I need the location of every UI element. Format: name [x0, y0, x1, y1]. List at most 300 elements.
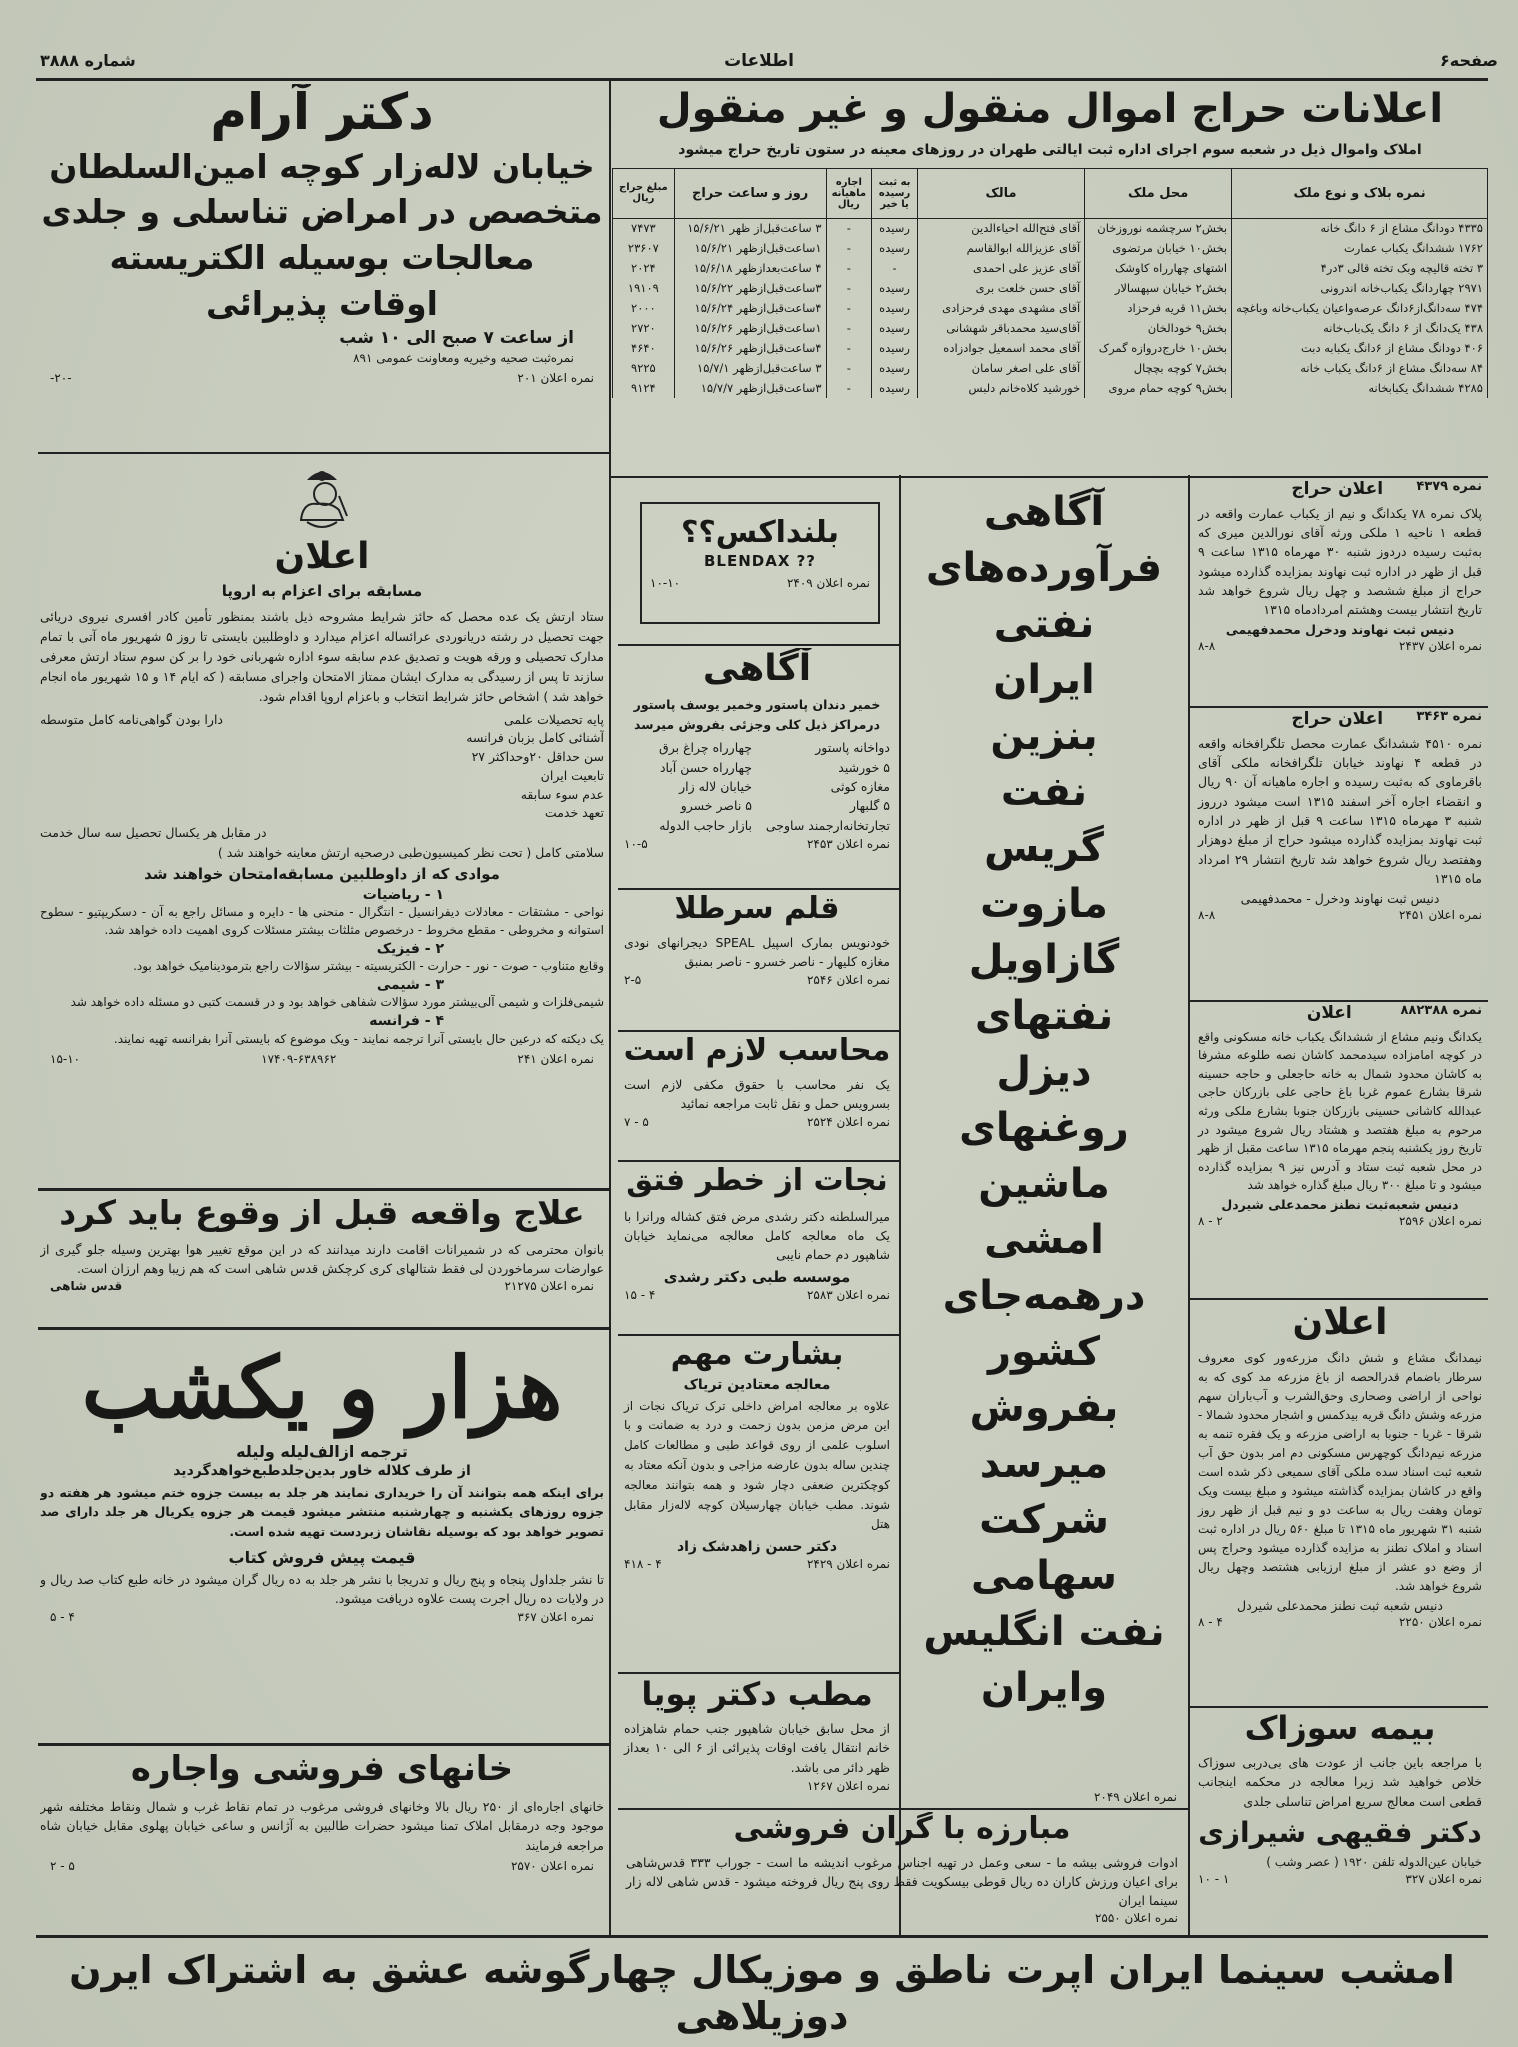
doctor-aram-ad: [40, 84, 604, 452]
blendax-footer: [642, 576, 878, 590]
pen-ref: نمره اعلان ۲۵۴۶: [806, 973, 890, 988]
auction-col-plot: نمره بلاک و نوع ملک: [1232, 168, 1488, 218]
cell-amount: ۲۳۶۰۷: [613, 238, 675, 258]
pasteur-line1: خمیر دندان پاستور وخمیر یوسف پاستور: [633, 697, 881, 713]
pen-title: قلم سرطلا: [674, 892, 840, 926]
hezar-price-title: قیمت پیش فروش کتاب: [228, 1548, 416, 1568]
pen-code: ۲-۵: [624, 973, 642, 988]
cell-owner: آقای‌سید محمدباقر شهشانی: [917, 318, 1084, 338]
spacer: [1198, 480, 1258, 500]
list-item: پایه تحصیلات علمی: [503, 711, 604, 727]
cell-registered: رسیده: [872, 378, 918, 398]
hezar-yek-shab-ad: [40, 1334, 604, 1738]
petroleum-ad: [903, 480, 1185, 1808]
cell-plot: ۴۳۸ یک‌دانگ از ۶ دانگ یک‌باب‌خانه: [1232, 318, 1488, 338]
cell-location: اشتهای چهارراه کاوشک: [1085, 258, 1232, 278]
haraj1-title: اعلان حراج: [1291, 480, 1384, 499]
army-section-text: شیمی‌فلزات و شیمی آلی‌بیشتر مورد سؤالات شفاهی خواهد بود و در قسمت کتبی دو مسئله داده خواهد شد: [70, 995, 604, 1010]
qods-brand: قدس شاهی: [50, 1278, 123, 1293]
petroleum-line: بفروش: [969, 1385, 1119, 1431]
rule-after-haraj3: [1190, 1298, 1488, 1300]
petroleum-line: فرآورده‌های: [925, 545, 1163, 591]
hezar-footer: [40, 1610, 604, 1624]
accountant-footer: [618, 1115, 896, 1129]
petroleum-line: نفتهای: [974, 993, 1114, 1039]
petroleum-line: روغنهای: [959, 1105, 1129, 1151]
blendax-ref: نمره اعلان ۲۴۰۹: [786, 575, 870, 590]
table-row: [613, 318, 1488, 338]
accountant-code: ۷ - ۵: [624, 1115, 649, 1130]
cell-plot: ۲۹۷۱ چهاردانگ یکباب‌خانه اندرونی: [1232, 278, 1488, 298]
blendax-latin: BLENDAX ??: [703, 551, 817, 570]
qods-title: علاج واقعه قبل از وقوع باید کرد: [59, 1194, 585, 1232]
doctor-aram-address: خیابان لاله‌زار کوچه امین‌السلطان: [49, 146, 595, 186]
petroleum-line: ایران: [993, 657, 1095, 703]
cell-date: ۴ساعت‌قبل‌ازظهر ۱۵/۶/۲۴: [674, 298, 826, 318]
cell-rent: -: [826, 218, 872, 238]
list-item: عدم سوء سابقه: [520, 786, 604, 802]
cell-rent: -: [826, 318, 872, 338]
cell-amount: ۲۷۲۰: [613, 318, 675, 338]
list-item: دارا بودن گواهی‌نامه کامل متوسطه: [40, 711, 223, 727]
pouya-body: از محل سابق خیابان شاهپور جنب حمام شاهزاده خانم انتقال یافت اوقات پذیرائی از ۶ الی ۱۰ بعداز ظهر دائر می باشد.: [624, 1720, 890, 1775]
hezar-ref: نمره اعلان ۳۶۷: [517, 1610, 594, 1625]
army-notice-body: ستاد ارتش یک عده محصل که حائز شرایط مشروحه ذیل باشند بمنظور تأمین کادر افسری نیروی دریائی جهت تحصیل در رشته دریانوردی عرائساله اعزام میدارد و داوطلبین بایستی تا روز ۵ شهریور ماه آتی با تمام مدارک تحصیلی و ورقه هویت و تصدیق عدم سابقه سوء اداره شهربانی خود را بر کن سوم ستاد ارتش معرفی سازند تا پس از رسیدگی به مدارک ایشان ممتاز الامتحان واجرای مسابقه ( که ایام ۱۴ و ۱۵ شهریور ماه انجام خواهد شد ) اشخاص حائز شرایط انتخاب و باعزام اروپا اقدام شود.: [40, 608, 604, 704]
hezar-subtitle: ترجمه ازالف‌لیله ولیله: [236, 1441, 408, 1461]
petroleum-line: آگاهی: [983, 489, 1105, 535]
haraj2-ref: نمره اعلان ۲۴۵۱: [1398, 907, 1482, 922]
pasteur-title: آگاهی: [702, 648, 812, 689]
cell-location: بخش۱۰ خارج‌دروازه گمرک: [1085, 338, 1232, 358]
petroleum-line: درهمه‌جای: [942, 1273, 1146, 1319]
besharat-doctor: دکتر حسن زاهدشک زاد: [676, 1539, 838, 1556]
list-item: سن حداقل ۲۰وحداکثر ۲۷: [471, 749, 604, 765]
hernia-footer: [618, 1288, 896, 1302]
ealan-title: اعلان: [1292, 1302, 1388, 1343]
hezar-title: هزار و یکشب: [81, 1338, 563, 1437]
table-row: [613, 338, 1488, 358]
table-row: [613, 258, 1488, 278]
cell-amount: ۱۹۱۰۹: [613, 278, 675, 298]
hernia-code: ۱۵ - ۴: [624, 1287, 656, 1302]
auction-col-owner: مالک: [917, 168, 1084, 218]
cell-registered: رسیده: [872, 358, 918, 378]
cell-location: بخش۱۰ خیابان مرتضوی: [1085, 238, 1232, 258]
cell-date: ۱ساعت‌قبل‌ازظهر ۱۵/۶/۲۶: [674, 318, 826, 338]
hezar-code: ۵ - ۴: [50, 1610, 75, 1625]
cell-location: بخش۲ خیابان سپهسالار: [1085, 278, 1232, 298]
cell-date: ۱ساعت‌قبل‌ازظهر ۱۵/۶/۲۱: [674, 238, 826, 258]
campaign-body: ادوات فروشی بیشه ما - سعی وعمل در تهیه اجناس مرغوب اندیشه ما است - جوراب ۳۳۳ قدس‌شاهی برای اعیان ورزش کاران ده ریال قوطی بیسکویت فقط روی پنج ریال فروخته میشود - قدس شاهی لاله زار سینما ایران: [626, 1854, 1178, 1909]
insurance-body: با مراجعه باین جانب از عودت های بی‌دربی سوزاک خلاص خواهید شد زیرا معالجه در محکمه اینجانب قطعی است معالج سریع امراض تناسلی جلدی: [1198, 1754, 1482, 1809]
besharat-ad: [618, 1338, 896, 1668]
auction-col-rent: اجاره ماهیانه ریال: [826, 168, 872, 218]
army-notice-subtitle: مسابقه برای اعزام به اروپا: [221, 582, 423, 601]
auction-col-amount: مبلغ حراج ریال: [613, 168, 675, 218]
haraj1-footer: [1192, 639, 1488, 653]
petroleum-line: وایران: [980, 1665, 1108, 1711]
cell-location: بخش۹ خودالخان: [1085, 318, 1232, 338]
insurance-ref: نمره اعلان ۳۲۷: [1405, 1871, 1482, 1886]
cell-plot: ۴۳۳۵ دودانگ مشاع از ۶ دانگ خانه: [1232, 218, 1488, 238]
cell-registered: رسیده: [872, 318, 918, 338]
besharat-title: بشارت مهم: [670, 1338, 844, 1372]
pouya-title: مطب دکتر پویا: [641, 1676, 873, 1713]
ealan-footer: [1192, 1615, 1488, 1629]
hezar-price: تا نشر جلداول پنجاه و پنج ریال و تدریجا با نشر هر جلد به ده ریال گران میشود در خانه طبع کتاب صد ریال و در ولایات ده ریال اجرت پست علاوه دریافت میشود.: [40, 1571, 604, 1606]
army-section-head: ۴ - فرانسه: [369, 1013, 444, 1030]
ealan-ref: نمره اعلان ۲۲۵۰: [1398, 1615, 1482, 1630]
cell-date: ۴ ساعت‌بعدازظهر ۱۵/۶/۱۸: [674, 258, 826, 278]
petroleum-line: امشی: [984, 1217, 1104, 1263]
besharat-body: علاوه بر معالجه امراض داخلی ترک تریاک نجات از این مرض مزمن بدون زحمت و درد به ضمانت و با اسلوب علمی از روی قواعد طبی و مطالعات کامل چندین ساله بدون عارضه مزاجی و بدون آنکه معتاد به کوچکترین ضعفی دچار شود و همه بتوانند معالجه شوند. مطب خیابان چهارسیلان کوچه لاله‌زار مقابل هتل: [624, 1398, 890, 1532]
petroleum-line: گازاویل: [968, 937, 1120, 983]
list-item: تابعیت ایران: [540, 767, 604, 783]
haraj2-header: [1192, 710, 1488, 730]
cell-location: بخش۹ کوچه حمام مروی: [1085, 378, 1232, 398]
army-conditions: [40, 711, 604, 824]
haraj3-no: نمره ۸۸۲۳۸۸: [1400, 1004, 1482, 1018]
houses-code: ۲ - ۵: [50, 1859, 75, 1874]
haraj2-sign: دنیس ثبت نهاوند ودخرل - محمدفهیمی: [1240, 890, 1440, 906]
blendax-ad: [640, 502, 880, 624]
haraj3-title: اعلان: [1306, 1004, 1352, 1023]
haraj3-code: ۸ - ۲: [1198, 1214, 1223, 1229]
petroleum-line: ماشین: [978, 1161, 1110, 1207]
rule-after-hernia: [618, 1334, 899, 1336]
cell-plot: ۳ تخته قالیچه وبک تخته قالی ۳در۴: [1232, 258, 1488, 278]
list-item: تعهد خدمت: [544, 805, 604, 821]
rule-after-haraj2: [1190, 1000, 1488, 1002]
doctor-aram-hours: از ساعت ۷ صبح الی ۱۰ شب: [339, 328, 574, 349]
list-item: تجارتخانه‌ارجمند ساوجی: [765, 817, 890, 833]
table-row: [613, 278, 1488, 298]
cell-registered: رسیده: [872, 218, 918, 238]
blendax-title: بلنداکس؟؟: [680, 515, 840, 550]
accountant-ref: نمره اعلان ۲۵۲۴: [806, 1115, 890, 1130]
ealan-code: ۸ - ۴: [1198, 1615, 1223, 1630]
cell-owner: آقای مشهدی مهدی فرحزادی: [917, 298, 1084, 318]
cell-location: بخش۱۱ قریه فرحزاد: [1085, 298, 1232, 318]
cell-plot: ۸۴ سه‌دانگ مشاع از ۶دانگ یکباب خانه: [1232, 358, 1488, 378]
page-number: صفحه۶: [1440, 52, 1498, 70]
houses-ref: نمره اعلان ۲۵۷۰: [510, 1859, 594, 1874]
pouya-footer: [618, 1779, 896, 1793]
accountant-title: محاسب لازم است: [623, 1034, 891, 1068]
accountant-body: یک نفر محاسب با حقوق مکفی لازم است بسرویس حمل و نقل ثابت مراجعه نمائید: [624, 1076, 890, 1111]
table-row: [613, 298, 1488, 318]
masthead-rule: [36, 78, 1488, 81]
petroleum-line: کشور: [987, 1329, 1101, 1375]
pasteur-ad: [618, 648, 896, 883]
hernia-ref: نمره اعلان ۲۵۸۳: [806, 1287, 890, 1302]
army-notice-title: اعلان: [274, 536, 370, 577]
list-item: بازار حاجب الدوله: [659, 817, 752, 833]
petroleum-line: دیزل: [996, 1049, 1092, 1095]
qods-footer: [40, 1279, 604, 1293]
haraj1-sign: دنیس ثبت نهاوند ودخرل محمدفهیمی: [1225, 621, 1455, 637]
list-item: دواخانه پاستور: [815, 740, 890, 756]
auction-col-location: محل ملک: [1085, 168, 1232, 218]
cell-rent: -: [826, 278, 872, 298]
cell-date: ۳ساعت‌قبل‌ازظهر ۱۵/۷/۷: [674, 378, 826, 398]
column-divider-middle: [899, 475, 901, 1935]
doctor-aram-permit: نمره‌ثبت صحیه وخیریه ومعاونت عمومی ۸۹۱: [353, 350, 574, 365]
hernia-sign: موسسه طبی دکتر رشدی: [663, 1267, 851, 1286]
petroleum-line: مازوت: [980, 881, 1108, 927]
auction-notice-1: [1192, 480, 1488, 702]
army-section-text: یک دیکته که درعین حال بایستی آنرا ترجمه نمایند - ویک موضوع که بایستی آنرا بفرانسه تهیه نمایند.: [113, 1031, 604, 1046]
doctor-aram-ref: نمره اعلان ۲۰۱: [517, 371, 594, 386]
cell-amount: ۹۱۲۴: [613, 378, 675, 398]
doctor-aram-title: دکتر آرام: [210, 84, 434, 141]
haraj2-title: اعلان حراج: [1291, 710, 1384, 729]
army-health: سلامتی کامل ( تحت نظر کمیسیون‌طبی درصحیه ارتش معاینه خواهند شد ): [217, 844, 604, 860]
doctor-aram-hours-title: اوقات پذیرائی: [206, 284, 438, 324]
campaign-title: مبارزه با گران فروشی: [733, 1812, 1071, 1846]
rule-after-ealan: [1190, 1706, 1488, 1708]
auction-notice-3: [1192, 1004, 1488, 1294]
campaign-footer: [618, 1911, 1186, 1925]
cinema-banner: امشب سینما ایران اپرت ناطق و موزیکال چهارگوشه عشق به اشتراک ایرن دوزیلاهی: [69, 1948, 1455, 2038]
auction-bottom-rule: [611, 476, 1488, 478]
cell-plot: ۴۷۴ سه‌دانگ‌از۶دانگ عرصه‌واعیان یکباب‌خانه وباغچه: [1232, 298, 1488, 318]
cell-owner: آقای حسن خلعت بری: [917, 278, 1084, 298]
besharat-ref: نمره اعلان ۲۴۲۹: [806, 1557, 890, 1572]
houses-title: خانهای فروشی واجاره: [130, 1750, 514, 1789]
doctor-pouya-ad: [618, 1676, 896, 1804]
insurance-ad: [1192, 1710, 1488, 1930]
petroleum-line: گریس: [984, 825, 1104, 871]
haraj3-ref: نمره اعلان ۲۵۹۶: [1398, 1214, 1482, 1229]
army-section-text: نواحی - مشتقات - معادلات دیفرانسیل - انتگرال - منحنی ها - دایره و مسائل راجع به آن - دسکریپتیو - سطوح استوانه و مخروطی - مقطع مخروط - درخصوص مثلثات بیشتر مسئلات کروی اهمیت داده خواهد شد.: [40, 905, 604, 938]
army-section-head: ۱ - ریاضیات: [362, 887, 444, 904]
table-row: [613, 238, 1488, 258]
doctor-aram-specialty: متخصص در امراض تناسلی و جلدی: [41, 192, 603, 232]
rule-after-pen: [618, 1030, 899, 1032]
rule-before-campaign: [618, 1808, 1189, 1810]
ealan-sign: دنیس شعبه ثبت نطنز محمدعلی شیردل: [1237, 1597, 1443, 1613]
pen-body: خودنویس بمارک اسپیل SPEAL دیجرانهای نودی مغازه کلیهار - ناصر خسرو - ناصر بمنبق: [624, 934, 890, 969]
qods-ref: نمره اعلان ۲۱۲۷۵: [504, 1278, 594, 1293]
hernia-body: میرالسلطنه دکتر رشدی مرض فتق کشاله ورانرا با یک ماه معالجه کامل معالجه می‌نماید خیابان شاهپور دم حمام نایبی: [624, 1208, 890, 1263]
cell-registered: -: [872, 258, 918, 278]
rule-after-accountant: [618, 1160, 899, 1162]
ealan-notice: [1192, 1302, 1488, 1702]
cell-amount: ۲۰۲۴: [613, 258, 675, 278]
cell-amount: ۴۶۴۰: [613, 338, 675, 358]
cell-date: ۴ساعت‌قبل‌ازظهر ۱۵/۶/۲۶: [674, 338, 826, 358]
petroleum-line: بنزین: [990, 713, 1098, 759]
haraj3-sign: دنیس شعبه‌ثبت نطنز محمدعلی شیردل: [1221, 1196, 1459, 1212]
rule-after-haraj1: [1190, 706, 1488, 708]
cell-location: بخش۷ کوچه بچچال: [1085, 358, 1232, 378]
pasteur-ref: نمره اعلان ۲۴۵۳: [806, 837, 890, 852]
cell-plot: ۴۲۸۵ ششدانگ یکبابخانه: [1232, 378, 1488, 398]
insurance-address: خیابان عین‌الدوله تلفن ۱۹۲۰ ( عصر وشب ): [1266, 1855, 1482, 1870]
petroleum-line: میرسد: [979, 1441, 1109, 1487]
cell-rent: -: [826, 378, 872, 398]
haraj2-no: نمره ۳۴۶۳: [1416, 710, 1482, 724]
haraj1-no: نمره ۴۳۷۹: [1416, 480, 1482, 494]
cell-owner: آقای محمد اسمعیل جوادزاده: [917, 338, 1084, 358]
petroleum-line: نفت انگلیس: [923, 1609, 1165, 1655]
auction-header-row: [613, 168, 1488, 218]
gold-pen-ad: [618, 892, 896, 1024]
army-notice-phone: ۱۷۴۰۹-۶۳۸۹۶۲: [261, 1051, 337, 1066]
table-row: [613, 378, 1488, 398]
haraj1-header: [1192, 480, 1488, 500]
cell-owner: خورشید کلاه‌خانم دلبس: [917, 378, 1084, 398]
insurance-title: بیمه سوزاک: [1244, 1710, 1436, 1747]
haraj2-code: ۸-۸: [1198, 907, 1216, 922]
cell-owner: آقای عزیز علی احمدی: [917, 258, 1084, 278]
rule-after-aram: [38, 452, 609, 454]
pasteur-footer: [618, 837, 896, 851]
accountant-ad: [618, 1034, 896, 1154]
list-item: خیابان لاله زار: [679, 778, 752, 794]
blendax-code: ۱۰-۱۰: [650, 575, 681, 590]
cell-rent: -: [826, 298, 872, 318]
houses-footer: [40, 1859, 604, 1873]
insurance-doctor: دکتر فقیهی شیرازی: [1198, 1815, 1482, 1849]
list-item: ۵ گلبهار: [849, 798, 890, 814]
rule-after-pasteur: [618, 888, 899, 890]
auction-table: [612, 168, 1488, 399]
haraj3-body: یکدانگ ونیم مشاع از ششدانگ یکباب خانه مسکونی واقع در کوچه امامزاده سیدمحمد کاشان نصه طلوعه مشرفا به کاشان محدود شمال به خانه حاجعلی و حاجه حسینه شرقا بشارع عموم غربا باغ حاجی علی بازرکان حاجی عبدالله کاشانی حسینی بازرکان جنوبا بشارع ملکی ورثه مرحوم به مبلغ هفتصد و هشتاد ریال شروع میشود در تاریخ روز یکشنبه پنجم مهرماه ۱۳۱۵ ساعت مقبل از ظهر در محل شعبه ثبت ستاد و آدرس نیز ۹ بمزایده گذارده میشود و تا مبلغ ۳۰۰ ریال مبلغ گذاره خواهد شد: [1198, 1029, 1482, 1193]
qods-body: بانوان محترمی که در شمیرانات اقامت دارند میدانند که در این موقع تغییر هوا بهترین وسیله جلو گیری از عوارضات سرماخوردن لی فقط شتالهای کری کرچکش قدس شاهی است که هم زیبا وهم ارزان است.: [40, 1241, 604, 1277]
cell-registered: رسیده: [872, 238, 918, 258]
campaign-ad: [618, 1812, 1186, 1930]
army-section-head: ۳ - شیمی: [376, 977, 444, 994]
petroleum-line: نفتی: [993, 601, 1095, 647]
lion-and-sun-emblem-icon: [287, 462, 357, 532]
cell-owner: آقای عزیزالله ابوالقاسم: [917, 238, 1084, 258]
petroleum-lines: [903, 480, 1185, 1716]
table-row: [613, 218, 1488, 238]
haraj2-footer: [1192, 908, 1488, 922]
army-notice-footer: [40, 1052, 604, 1066]
column-divider-right: [1188, 475, 1190, 1935]
army-section-head: ۲ - فیزیک: [376, 941, 444, 958]
petroleum-footer: [911, 1790, 1177, 1804]
hernia-title: نجات از خطر فتق: [626, 1164, 888, 1198]
hezar-line1: از طرف کلاله خاور بدین‌جلدطبع‌خواهدگردید: [173, 1462, 471, 1479]
army-notice-ad: [40, 458, 604, 1178]
pasteur-code: ۱۰-۵: [624, 837, 648, 852]
cell-amount: ۲۰۰۰: [613, 298, 675, 318]
cell-location: بخش۲ سرچشمه نوروزخان: [1085, 218, 1232, 238]
army-exam-title: موادی که از داوطلبین مسابقه‌امتحان خواهند شد: [144, 864, 500, 883]
cell-plot: ۱۷۶۲ ششدانگ یکباب عمارت: [1232, 238, 1488, 258]
army-service-note: در مقابل هر یکسال تحصیل سه سال خدمت: [40, 825, 267, 841]
auction-col-registered: به ثبت رسیده یا خیر: [872, 168, 918, 218]
cell-owner: آقای فتح‌الله احیاءالدین: [917, 218, 1084, 238]
cell-registered: رسیده: [872, 298, 918, 318]
pouya-ref: نمره اعلان ۱۲۶۷: [806, 1778, 890, 1793]
cell-rent: -: [826, 338, 872, 358]
list-item: آشنائی کامل بزبان فرانسه: [466, 730, 604, 746]
houses-ad: [40, 1750, 604, 1930]
cell-owner: آقای علی اصغر سامان: [917, 358, 1084, 378]
column-divider-left: [609, 80, 611, 1935]
cell-rent: -: [826, 358, 872, 378]
list-item: ۵ خورشید: [838, 759, 890, 775]
haraj1-ref: نمره اعلان ۲۴۳۷: [1398, 639, 1482, 654]
besharat-subtitle: معالجه معتادین تریاک: [683, 1376, 831, 1393]
besharat-code: ۴۱۸ - ۴: [624, 1557, 662, 1572]
haraj2-body: نمره ۴۵۱۰ ششدانگ عمارت محصل تلگرافخانه واقعه در قطعه ۴ نهاوند خیابان تلگرافخانه ملکی آقای باقرماوی که به‌ثبت رسیده و اجاره ماهیانه آن ۹۰ ریال و انقضاء اجاره آخر اسفند ۱۳۱۵ است میشود درروز شنبه ۳ مهرماه ۱۳۱۵ ساعت ۹ قبل از ظهر در اداره ثبت نهاوند بمزایده گذارده میشود حراج از مبلغ دوهزار وهفتصد ریال شروع خواهد شد تاریخ انتشار ۲۹ امرداد ماه ۱۳۱۵: [1198, 735, 1483, 887]
cell-rent: -: [826, 238, 872, 258]
spacer: [1198, 1004, 1258, 1024]
army-notice-code: ۱۵-۱۰: [50, 1051, 81, 1066]
petroleum-ref: نمره اعلان ۲۰۴۹: [1093, 1790, 1177, 1804]
doctor-aram-footer: [40, 371, 604, 385]
auction-section: [612, 84, 1488, 476]
hernia-ad: [618, 1164, 896, 1329]
doctor-aram-treatment: معالجات بوسیله الکتریسته: [109, 238, 535, 278]
campaign-ref: نمره اعلان ۲۵۵۰: [1094, 1910, 1178, 1925]
spacer: [1198, 710, 1258, 730]
cell-date: ۳ ساعت‌قبل‌از ظهر ۱۵/۶/۲۱: [674, 218, 826, 238]
haraj3-header: [1192, 1004, 1488, 1024]
haraj1-body: پلاک نمره ۷۸ یکدانگ و نیم از یکباب عمارت واقعه در قطعه ۱ ناحیه ۱ ملکی ورثه آقای نورالدین میری که به‌ثبت رسیده دردوز شنبه ۳۰ مهرماه ۱۳۱۵ ساعت ۹ قبل از ظهر در اداره ثبت نهاوند بمزایده گذارده میشود حراج از مبلغ ششصد و چهل ریال شروع خواهد شد تاریخ انتشار بیست وهشتم امردادماه ۱۳۱۵: [1198, 505, 1483, 618]
cell-plot: ۴۰۶ دودانگ مشاع از ۶دانگ یکبابه دبت: [1232, 338, 1488, 358]
auction-col-date: روز و ساعت حراج: [674, 168, 826, 218]
pasteur-line2: درمراکز ذیل کلی وجزئی بفروش میرسد: [633, 716, 880, 732]
cell-date: ۳ساعت‌قبل‌ازظهر ۱۵/۶/۲۲: [674, 278, 826, 298]
petroleum-line: شرکت سهامی: [971, 1497, 1117, 1599]
army-conditions-right: [266, 711, 604, 824]
cell-date: ۳ ساعت‌قبل‌ازظهر ۱۵/۷/۱: [674, 358, 826, 378]
qods-shahi-ad: [40, 1194, 604, 1324]
cell-registered: رسیده: [872, 338, 918, 358]
auction-notice-2: [1192, 710, 1488, 995]
hezar-body: برای اینکه همه بتوانند آن را خریداری نمایند هر جلد به بیست جزوه ختم میشود هر هفته دو جزوه روزهای یکشنبه و چهارشنبه منتشر میشود قیمت هر جزوه یکریال هر جلد دارای صد تصویر خواهد بود که بوسیله نقاشان زبردست تهیه شده است.: [40, 1485, 604, 1539]
list-item: چهارراه حسن آباد: [659, 759, 752, 775]
cell-amount: ۷۴۷۳: [613, 218, 675, 238]
insurance-footer: [1192, 1872, 1488, 1886]
rule-after-besharat: [618, 1672, 899, 1674]
houses-body: خانهای اجاره‌ای از ۲۵۰ ریال بالا وخانهای فروشی مرغوب در تمام نقاط غرب و شمال ونقاط مختلفه شهر موجود وجه درمقابل املاک تمنا میشود حضرات طالبین به آژانس و ساعی خیابان پهلوی مقابل خیابان شاه مراجعه فرمایند: [40, 1799, 604, 1853]
army-notice-ref: نمره اعلان ۲۴۱: [517, 1051, 594, 1066]
rule-after-blendax: [618, 644, 899, 646]
newspaper-name: اطلاعات: [724, 52, 794, 71]
rule-after-hezar: [38, 1743, 609, 1746]
rule-after-army: [38, 1188, 609, 1191]
army-conditions-left: [40, 711, 254, 824]
pen-footer: [618, 973, 896, 987]
cell-rent: -: [826, 258, 872, 278]
pasteur-stores: [618, 738, 896, 835]
haraj1-code: ۸-۸: [1198, 639, 1216, 654]
rule-after-qods: [38, 1327, 609, 1330]
auction-title: اعلانات حراج اموال منقول و غیر منقول: [656, 86, 1444, 132]
list-item: مغازه کوثی: [830, 778, 890, 794]
insurance-code: ۱۰ - ۱: [1198, 1871, 1230, 1886]
cell-registered: رسیده: [872, 278, 918, 298]
cell-amount: ۹۲۲۵: [613, 358, 675, 378]
besharat-footer: [618, 1557, 896, 1571]
petroleum-line: نفت: [1000, 769, 1088, 815]
list-item: چهارراه چراغ برق: [659, 740, 752, 756]
table-row: [613, 358, 1488, 378]
doctor-aram-code: -۲۰-: [50, 371, 72, 386]
ealan-body: نیمدانگ مشاع و شش دانگ مزرعه‌ور کوی معروف سرطار باضمام قدرالحصه از باغ مزرعه مد کوی که به نواحی از اراضی وصحاری وحق‌الشرب و آب‌باران سهم مزرعه وشش دانگ قریه بیدکمس و اشجار محدود شمالا - شرقا - غربا - جنوبا به اراضی مزرعه و یک فقره تنمه به مزرعه نیم‌دانگ کوچهرس مسکونی دم امر بدون حق آب شعبه ثبت اسناد سده ملکی آقای سمیعی ذکر شده است واقع در کاشان بمزایده گذاشته میشود و مبلغ بیست ویک تومان وهفت ریال به ساعت دو و نیم قبل از ظهر روز شنبه ۳۱ شهریور ماه ۱۳۱۵ تا مبلغ ۵۶۰ ریال در اداره ثبت اسناد و املاک نطنز به مزایده گذارده میشود وحراج پس از وضع دو عشر از مبلغ ارزیابی هشتصد وچهل ریال شروع خواهد شد.: [1198, 1351, 1483, 1593]
issue-number: شماره ۳۸۸۸: [40, 52, 136, 70]
footer-rule: [36, 1935, 1488, 1938]
auction-subtitle: املاک واموال ذیل در شعبه سوم اجرای اداره ثبت ایالتی طهران در روزهای معینه در ستون تاریخ حراج میشود: [678, 142, 1422, 158]
